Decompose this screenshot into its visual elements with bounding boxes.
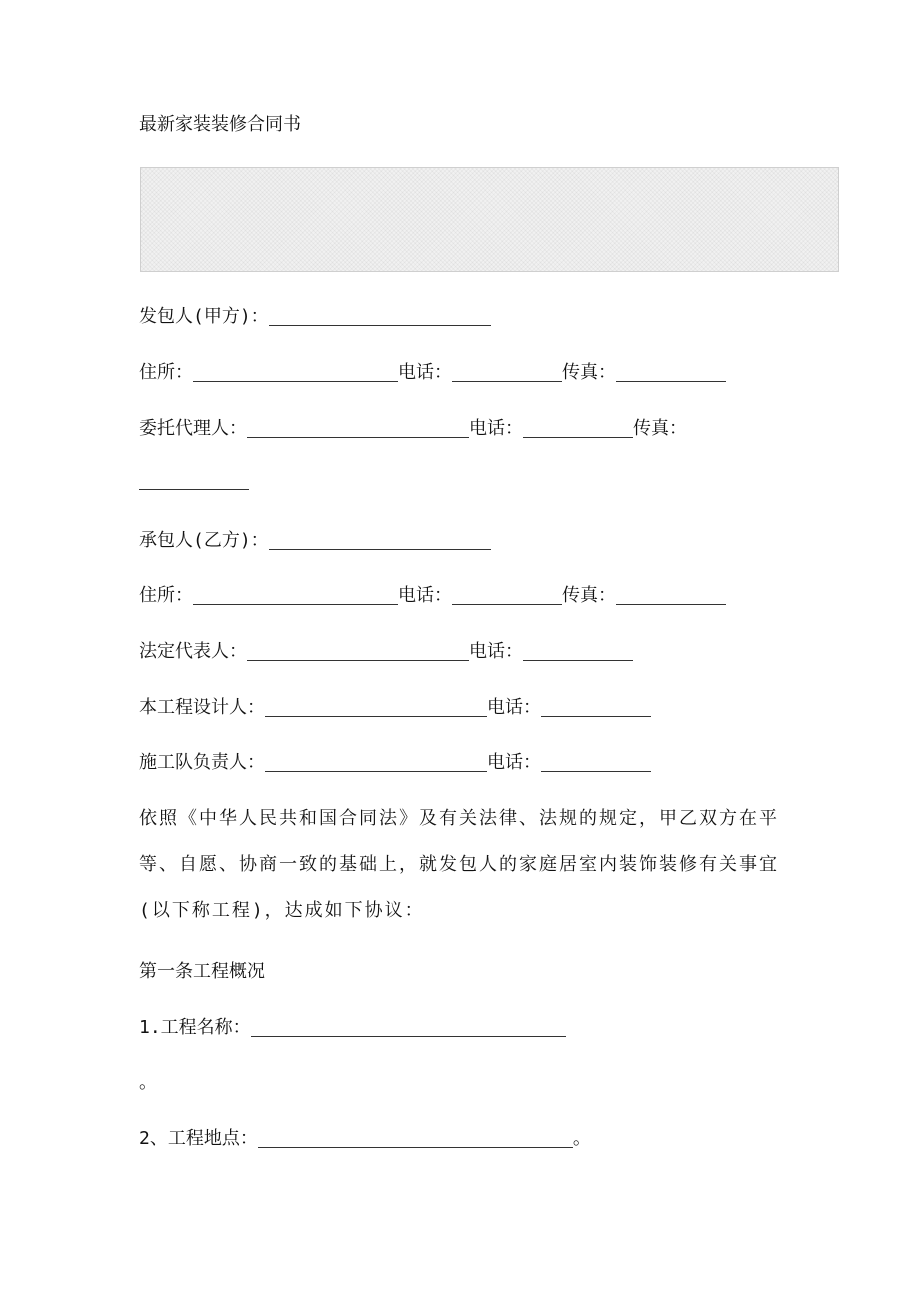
project-name-blank[interactable] — [251, 1018, 566, 1037]
party-a-fax-blank[interactable] — [616, 363, 726, 382]
party-b-address-blank[interactable] — [193, 586, 398, 605]
team-leader-row — [139, 751, 651, 775]
project-location-label: 2、工程地点： — [139, 1128, 258, 1149]
party-a-address-label: 住所： — [139, 362, 193, 383]
agent-phone-label: 电话： — [469, 418, 523, 439]
designer-row — [139, 696, 651, 720]
party-a-blank[interactable] — [269, 307, 491, 326]
legal-rep-phone-label: 电话： — [469, 641, 523, 662]
party-a-row — [139, 305, 491, 329]
designer-phone-label: 电话： — [487, 697, 541, 718]
party-b-blank[interactable] — [269, 531, 491, 550]
agent-blank[interactable] — [247, 419, 469, 438]
party-a-phone-blank[interactable] — [452, 363, 562, 382]
party-a-address-blank[interactable] — [193, 363, 398, 382]
legal-rep-label: 法定代表人： — [139, 641, 247, 662]
team-leader-blank[interactable] — [265, 753, 487, 772]
party-a-fax-label: 传真： — [562, 362, 616, 383]
designer-label: 本工程设计人： — [139, 697, 265, 718]
agent-label: 委托代理人： — [139, 418, 247, 439]
image-placeholder — [140, 167, 839, 272]
project-location-blank[interactable] — [258, 1129, 573, 1148]
designer-blank[interactable] — [265, 698, 487, 717]
agent-row — [139, 417, 687, 441]
document-title: 最新家装装修合同书 — [139, 114, 301, 135]
agent-fax-blank[interactable] — [139, 471, 249, 490]
agent-fax-label: 传真： — [633, 418, 687, 439]
designer-phone-blank[interactable] — [541, 698, 651, 717]
article1-item1-row — [139, 1016, 566, 1040]
agent-fax-row — [139, 469, 249, 493]
party-b-phone-label: 电话： — [398, 585, 452, 606]
party-a-phone-label: 电话： — [398, 362, 452, 383]
party-b-row — [139, 529, 491, 553]
article1-item2-row — [139, 1127, 591, 1151]
preamble-paragraph: 依照《中华人民共和国合同法》及有关法律、法规的规定，甲乙双方在平等、自愿、协商一致的基础上，就发包人的家庭居室内装饰装修有关事宜(以下称工程)，达成如下协议： — [139, 808, 779, 921]
party-b-address-row — [139, 584, 726, 608]
party-b-address-label: 住所： — [139, 585, 193, 606]
project-location-end: 。 — [572, 1128, 591, 1149]
legal-rep-row — [139, 640, 633, 664]
article1-item1-end: 。 — [139, 1072, 157, 1093]
article1-heading: 第一条工程概况 — [139, 961, 265, 982]
party-b-phone-blank[interactable] — [452, 586, 562, 605]
party-a-label: 发包人(甲方)： — [139, 306, 269, 327]
agent-phone-blank[interactable] — [523, 419, 633, 438]
team-leader-label: 施工队负责人： — [139, 752, 265, 773]
legal-rep-blank[interactable] — [247, 642, 469, 661]
party-a-address-row — [139, 361, 726, 385]
team-leader-phone-blank[interactable] — [541, 753, 651, 772]
party-b-label: 承包人(乙方)： — [139, 530, 269, 551]
legal-rep-phone-blank[interactable] — [523, 642, 633, 661]
party-b-fax-blank[interactable] — [616, 586, 726, 605]
project-name-label: 1.工程名称： — [139, 1017, 251, 1038]
party-b-fax-label: 传真： — [562, 585, 616, 606]
team-leader-phone-label: 电话： — [487, 752, 541, 773]
